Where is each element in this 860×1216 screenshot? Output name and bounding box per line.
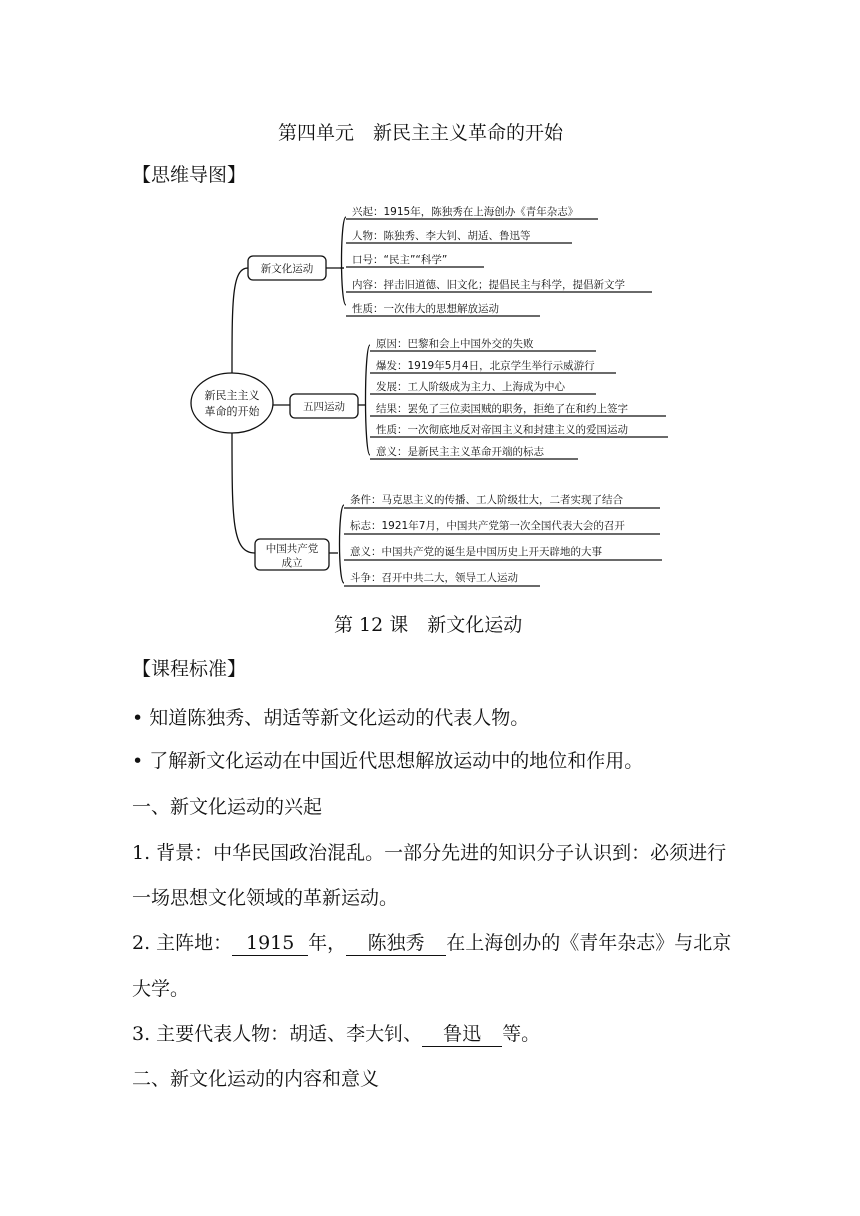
paragraph-2-line-1: [132, 928, 731, 956]
root-label-1: 新民主主义: [204, 389, 260, 402]
branch1-label: 新文化运动: [260, 263, 314, 275]
p3-prefix: 3. 主要代表人物：胡适、李大钊、: [132, 1023, 423, 1045]
branch1-item: 内容：抨击旧道德、旧文化；提倡民主与科学，提倡新文学: [352, 279, 625, 291]
unit-title: 第四单元 新民主主义革命的开始: [278, 122, 564, 144]
blank-year: 1915: [232, 933, 308, 956]
branch2-label: 五四运动: [303, 401, 345, 413]
branch3-item: 条件：马克思主义的传播、工人阶级壮大，二者实现了结合: [350, 494, 623, 506]
root-label-2: 革命的开始: [204, 405, 260, 418]
blank-representative: 鲁迅: [422, 1024, 502, 1047]
branch2-item: 原因：巴黎和会上中国外交的失败: [376, 338, 534, 350]
paragraph-1-line-1: 1. 背景：中华民国政治混乱。一部分先进的知识分子认识到：必须进行: [132, 842, 727, 864]
branch2-item: 发展：工人阶级成为主力、上海成为中心: [376, 381, 565, 393]
branch3-label-1: 中国共产党: [265, 543, 319, 555]
blank-person: 陈独秀: [346, 933, 446, 956]
root-connector-1: [232, 268, 248, 373]
branch1-item: 人物：陈独秀、李大钊、胡适、鲁迅等: [352, 230, 531, 242]
branch3-item: 意义：中国共产党的诞生是中国历史上开天辟地的大事: [350, 546, 602, 558]
branch2-items: [370, 337, 668, 459]
standard-item: • 了解新文化运动在中国近代思想解放运动中的地位和作用。: [132, 750, 644, 772]
branch3-item: 斗争：召开中共二大，领导工人运动: [350, 572, 518, 584]
branch1-items: [346, 205, 652, 316]
mindmap-heading: 【思维导图】: [132, 164, 247, 186]
branch2-item: 结果：罢免了三位卖国贼的职务，拒绝了在和约上签字: [376, 403, 628, 415]
p2-mid1: 年，: [308, 932, 347, 954]
branch1-item: 兴起：1915年，陈独秀在上海创办《青年杂志》: [352, 206, 579, 218]
branch3-items: [344, 493, 662, 586]
branch2-item: 爆发：1919年5月4日，北京学生举行示威游行: [376, 360, 595, 372]
root-connector-3: [232, 433, 255, 553]
section1-heading: 一、新文化运动的兴起: [132, 796, 323, 818]
section2-heading: 二、新文化运动的内容和意义: [132, 1068, 380, 1090]
lesson-title: 第 12 课 新文化运动: [334, 614, 523, 636]
paragraph-1-line-2: 一场思想文化领域的革新运动。: [132, 887, 399, 909]
paragraph-2-line-2: 大学。: [132, 978, 190, 1000]
standard-heading: 【课程标准】: [132, 658, 247, 680]
branch1-item: 口号：“民主”“科学”: [352, 254, 448, 266]
branch2-item: 性质：一次彻底地反对帝国主义和封建主义的爱国运动: [376, 424, 628, 436]
p2-mid2: 在上海创办的《青年杂志》与北京: [446, 932, 732, 954]
mind-map: [0, 0, 860, 600]
branch2-item: 意义：是新民主主义革命开端的标志: [376, 446, 544, 458]
root-node: [191, 373, 273, 433]
branch3-item: 标志：1921年7月，中国共产党第一次全国代表大会的召开: [350, 520, 625, 532]
branch1-item: 性质：一次伟大的思想解放运动: [352, 303, 499, 315]
paragraph-3: [132, 1019, 540, 1047]
p3-suffix: 等。: [502, 1023, 541, 1045]
p2-prefix: 2. 主阵地：: [132, 932, 233, 954]
branch3-label-2: 成立: [281, 557, 303, 569]
standard-item: • 知道陈独秀、胡适等新文化运动的代表人物。: [132, 707, 530, 729]
